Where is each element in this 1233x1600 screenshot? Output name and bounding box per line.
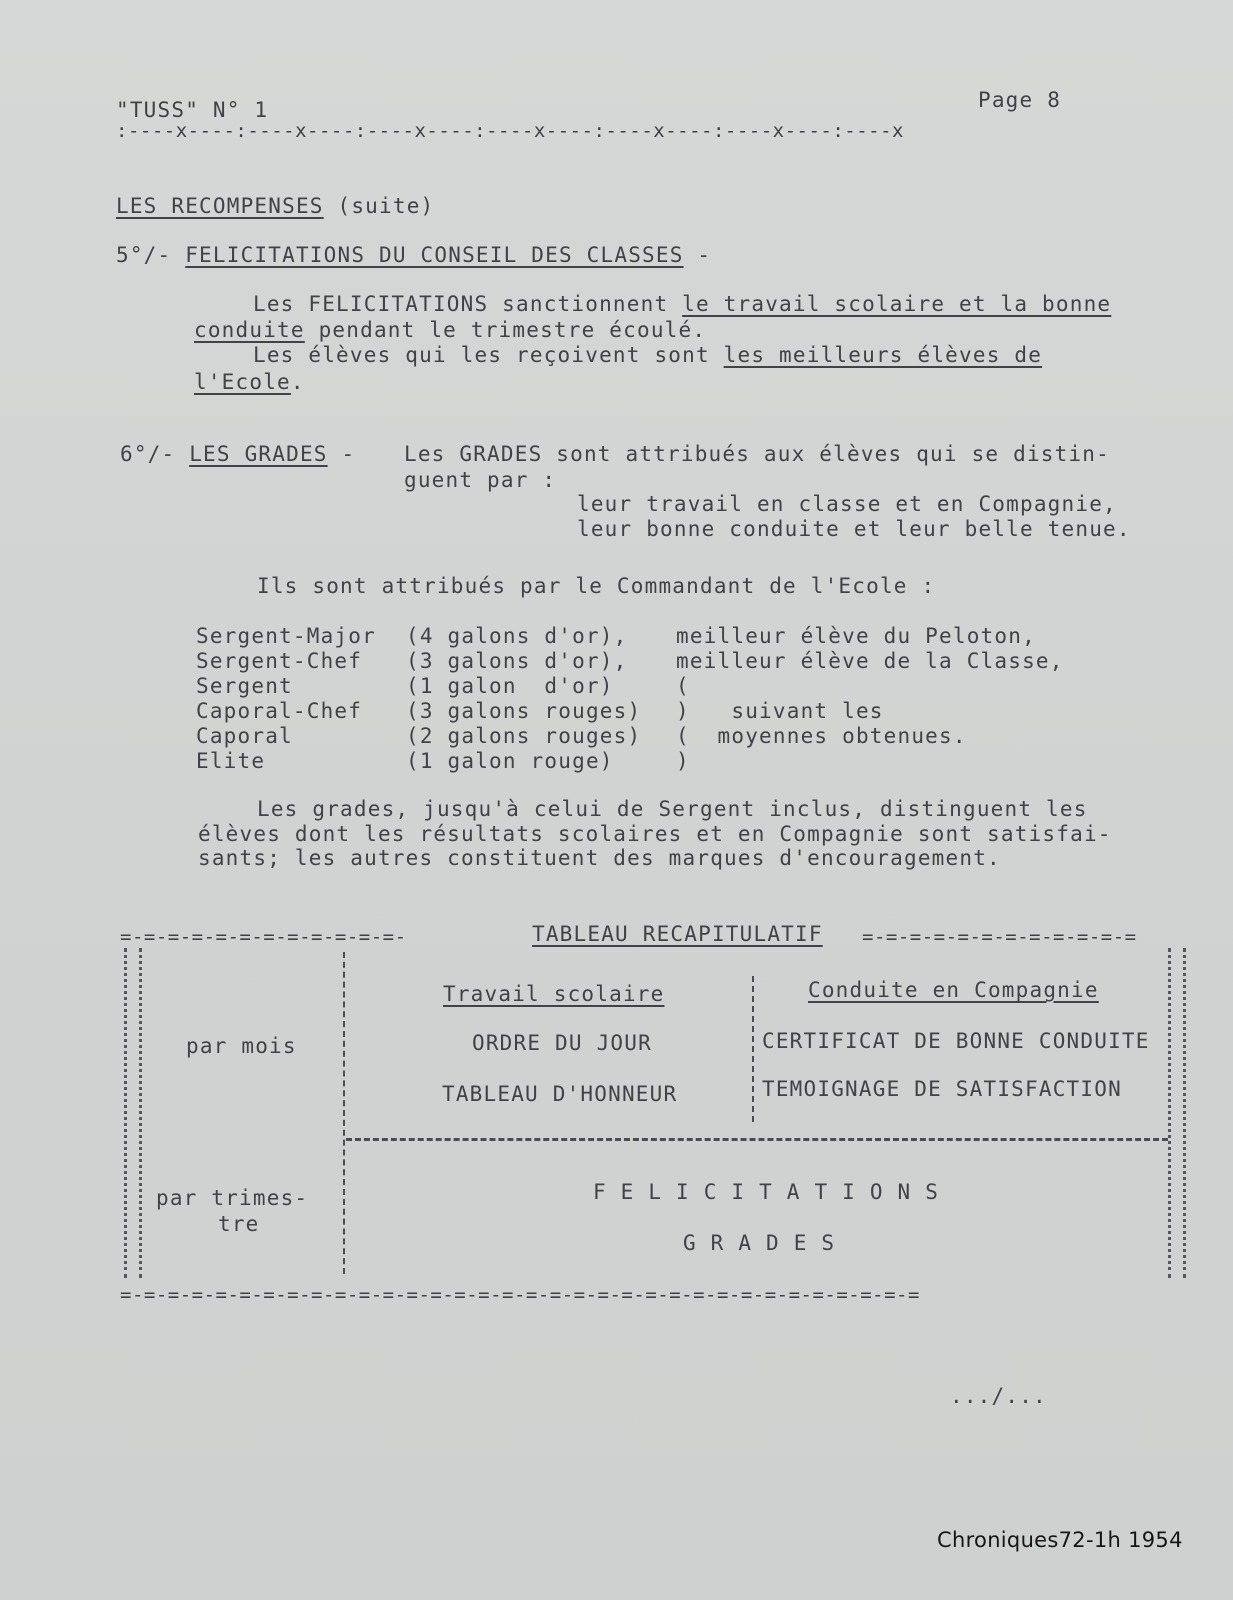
table-row-month: par mois bbox=[186, 1034, 297, 1058]
rank-row bbox=[196, 749, 1064, 774]
section-title bbox=[116, 194, 434, 218]
table-row-term-line1: par trimes- bbox=[156, 1186, 309, 1210]
source-watermark: Chroniques72-1h 1954 bbox=[937, 1528, 1183, 1552]
s6-closing-line3: sants; les autres constituent des marques d'encouragement. bbox=[198, 846, 1001, 870]
s6-closing-line1: Les grades, jusqu'à celui de Sergent inclus, distinguent les bbox=[257, 797, 1088, 821]
table-row-divider bbox=[346, 1138, 1168, 1141]
issue-number: "TUSS" N° 1 bbox=[116, 98, 269, 122]
rank-galons: (1 galon d'or) bbox=[406, 674, 614, 698]
table-month-school-2: TABLEAU D'HONNEUR bbox=[442, 1082, 678, 1106]
s6-line4: leur bonne conduite et leur belle tenue. bbox=[577, 517, 1131, 541]
section-title-suffix: (suite) bbox=[337, 194, 435, 218]
table-month-school-1: ORDRE DU JOUR bbox=[472, 1031, 652, 1055]
s5-p2-text: Les élèves qui les reçoivent sont bbox=[253, 343, 724, 367]
rank-name: Sergent-Chef bbox=[196, 649, 363, 673]
s5-p2-period: . bbox=[290, 370, 305, 394]
rank-row bbox=[196, 724, 1064, 749]
s5-p2-line1 bbox=[253, 343, 1042, 367]
section-title-main: LES RECOMPENSES bbox=[116, 194, 324, 218]
s5-p1-rest: pendant le trimestre écoulé. bbox=[304, 318, 707, 342]
rank-galons: (1 galon rouge) bbox=[406, 749, 614, 773]
rank-note: ) bbox=[676, 749, 690, 773]
s6-title: LES GRADES bbox=[189, 442, 328, 466]
s5-p1-text: Les FELICITATIONS sanctionnent bbox=[253, 292, 683, 316]
rank-galons: (3 galons rouges) bbox=[406, 699, 642, 723]
table-row-header-separator bbox=[343, 952, 345, 1274]
rank-galons: (2 galons rouges) bbox=[406, 724, 642, 748]
s5-p2-ecole: l'Ecole bbox=[194, 370, 291, 394]
table-right-border bbox=[1168, 948, 1186, 1278]
s6-closing-line2: élèves dont les résultats scolaires et en Compagnie sont satisfai- bbox=[198, 822, 1112, 846]
rank-list bbox=[196, 624, 1064, 774]
table-title: TABLEAU RECAPITULATIF bbox=[532, 922, 823, 946]
s6-attrib: Ils sont attribués par le Commandant de l'Ecole : bbox=[257, 574, 936, 598]
table-month-conduct-2: TEMOIGNAGE DE SATISFACTION bbox=[762, 1077, 1122, 1101]
s6-number: 6°/- bbox=[120, 442, 176, 466]
rank-name: Caporal bbox=[196, 724, 293, 748]
s5-p1-line2 bbox=[194, 318, 706, 342]
s5-number: 5°/- bbox=[116, 243, 172, 267]
s5-p2-underlined: les meilleurs élèves de bbox=[723, 343, 1043, 367]
s6-heading bbox=[120, 442, 355, 466]
rank-note: ( bbox=[676, 674, 690, 698]
continued-mark: .../... bbox=[950, 1384, 1047, 1408]
header-separator: :----x----:----x----:----x----:----x----:----x----:----x----:----x bbox=[116, 120, 904, 142]
s5-title-tail: - bbox=[697, 243, 712, 267]
s5-p1-line1 bbox=[253, 292, 1111, 316]
rank-note: ) suivant les bbox=[676, 699, 884, 723]
table-term-grades: G R A D E S bbox=[683, 1231, 836, 1255]
table-month-conduct-1: CERTIFICAT DE BONNE CONDUITE bbox=[762, 1029, 1150, 1053]
table-column-separator bbox=[752, 976, 754, 1122]
rank-galons: (4 galons d'or), bbox=[406, 624, 628, 648]
rank-note: meilleur élève du Peloton, bbox=[676, 624, 1036, 648]
s5-title: FELICITATIONS DU CONSEIL DES CLASSES bbox=[185, 243, 684, 267]
rank-row bbox=[196, 624, 1064, 649]
table-col-conduct: Conduite en Compagnie bbox=[808, 978, 1099, 1002]
table-term-felicitations: F E L I C I T A T I O N S bbox=[593, 1180, 940, 1204]
rank-name: Sergent bbox=[196, 674, 293, 698]
table-left-border bbox=[124, 948, 142, 1278]
s5-p1-underlined: le travail scolaire et la bonne bbox=[682, 292, 1112, 316]
rank-name: Caporal-Chef bbox=[196, 699, 363, 723]
s5-p2-line2 bbox=[194, 370, 305, 394]
table-top-rule-right: =-=-=-=-=-=-=-=-=-=-=-= bbox=[862, 926, 1137, 948]
rank-galons: (3 galons d'or), bbox=[406, 649, 628, 673]
rank-row bbox=[196, 699, 1064, 724]
rank-row bbox=[196, 674, 1064, 699]
s6-line3: leur travail en classe et en Compagnie, bbox=[577, 492, 1117, 516]
rank-note: meilleur élève de la Classe, bbox=[676, 649, 1064, 673]
s5-p1-conduite: conduite bbox=[194, 318, 305, 342]
table-bottom-rule: =-=-=-=-=-=-=-=-=-=-=-=-=-=-=-=-=-=-=-=-=-=-=-=-=-=-=-=-=-=-=-=-=-= bbox=[120, 1284, 920, 1306]
s6-line1: Les GRADES sont attribués aux élèves qui se distin- bbox=[404, 442, 1110, 466]
s6-title-tail: - bbox=[341, 442, 356, 466]
rank-note: ( moyennes obtenues. bbox=[676, 724, 967, 748]
rank-row bbox=[196, 649, 1064, 674]
rank-name: Sergent-Major bbox=[196, 624, 376, 648]
rank-name: Elite bbox=[196, 749, 266, 773]
table-row-term-line2: tre bbox=[218, 1212, 260, 1236]
s6-line2: guent par : bbox=[404, 468, 557, 492]
s5-heading bbox=[116, 243, 711, 267]
table-top-rule-left: =-=-=-=-=-=-=-=-=-=-=-=- bbox=[120, 926, 407, 948]
page-number: Page 8 bbox=[978, 88, 1062, 112]
table-col-school: Travail scolaire bbox=[443, 982, 665, 1006]
